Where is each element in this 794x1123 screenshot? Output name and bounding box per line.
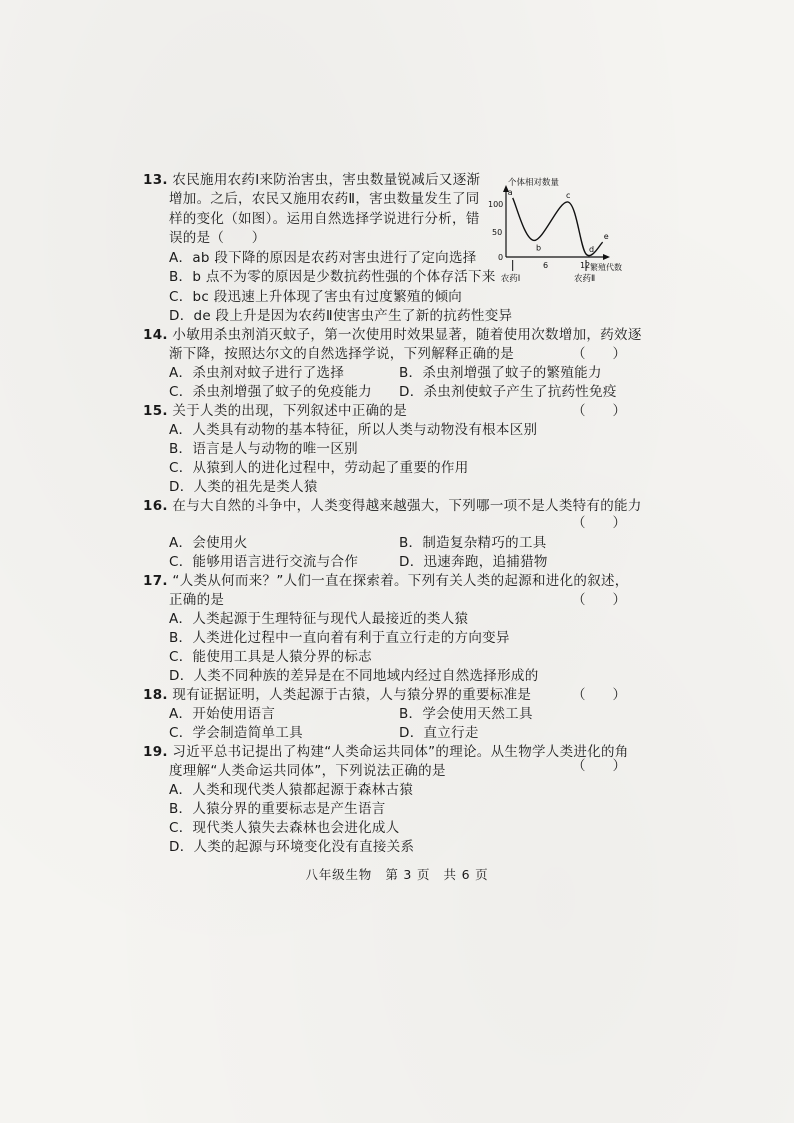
chart-marker-label-2: 农药Ⅱ — [574, 274, 596, 284]
chart-ylabel: 个体相对数量 — [508, 178, 560, 188]
chart-ytick-100: 100 — [488, 200, 504, 209]
q14-option-b: B．杀虫剂增强了蚊子的繁殖能力 — [399, 365, 602, 381]
chart-origin-label: 0 — [498, 253, 504, 262]
q13-stem-line-4: 误的是（ ） — [169, 230, 266, 246]
q15-option-c: C．从猿到人的进化过程中，劳动起了重要的作用 — [169, 460, 469, 476]
pest-population-chart — [486, 173, 626, 285]
q15-option-a: A．人类具有动物的基本特征，所以人类与动物没有根本区别 — [169, 422, 538, 438]
q16-option-a: A．会使用火 — [169, 535, 248, 551]
q19-stem-line-1: 19. 习近平总书记提出了构建“人类命运共同体”的理论。从生物学人类进化的角 — [143, 744, 629, 760]
chart-xtick-6: 6 — [543, 261, 549, 270]
q15-option-d: D．人类的祖先是类人猿 — [169, 479, 318, 495]
q13-option-c: C．bc 段迅速上升体现了害虫有过度繁殖的倾向 — [169, 289, 463, 305]
chart-point-a: a — [507, 187, 513, 197]
chart-x-arrow — [603, 254, 610, 260]
q17-number: 17. — [143, 573, 168, 589]
q19-answer-paren[interactable]: （ ） — [572, 758, 626, 774]
q18-option-b: B．学会使用天然工具 — [399, 706, 533, 722]
q17-stem-line-1: 17. “人类从何而来？”人们一直在探索着。下列有关人类的起源和进化的叙述， — [143, 573, 629, 589]
q15-number: 15. — [143, 403, 168, 419]
q18-option-a: A．开始使用语言 — [169, 706, 276, 722]
chart-point-e: e — [603, 232, 609, 242]
q13-option-a: A．ab 段下降的原因是农药对害虫进行了定向选择 — [169, 250, 477, 266]
q18-answer-paren[interactable]: （ ） — [572, 687, 626, 703]
q19-option-d: D．人类的起源与环境变化没有直接关系 — [169, 839, 415, 855]
q14-option-c: C．杀虫剂增强了蚊子的免疫能力 — [169, 384, 372, 400]
q14-number: 14. — [143, 327, 168, 343]
q15-answer-paren[interactable]: （ ） — [572, 403, 626, 419]
q19-stem-line-2: 度理解“人类命运共同体”，下列说法正确的是 — [169, 763, 446, 779]
q19-number: 19. — [143, 744, 168, 760]
page-footer: 八年级生物 第 3 页 共 6 页 — [305, 867, 489, 882]
q14-option-a: A．杀虫剂对蚊子进行了选择 — [169, 365, 345, 381]
q19-option-a: A．人类和现代类人猿都起源于森林古猿 — [169, 782, 414, 798]
q17-answer-paren[interactable]: （ ） — [572, 592, 626, 608]
q13-stem-line-3: 样的变化（如图）。运用自然选择学说进行分析，错 — [169, 211, 480, 227]
q14-stem-line-1: 14. 小敏用杀虫剂消灭蚊子，第一次使用时效果显著，随着使用次数增加，药效逐 — [143, 327, 642, 343]
q19-option-b: B．人猿分界的重要标志是产生语言 — [169, 801, 386, 817]
q16-answer-paren[interactable]: （ ） — [572, 515, 626, 531]
q16-stem-line-1: 16. 在与大自然的斗争中，人类变得越来越强大，下列哪一项不是人类特有的能力 — [143, 498, 642, 514]
q14-answer-paren[interactable]: （ ） — [572, 346, 626, 362]
q17-option-d: D．人类不同种族的差异是在不同地域内经过自然选择形成的 — [169, 668, 539, 684]
chart-point-b: b — [536, 243, 542, 253]
q16-option-b: B．制造复杂精巧的工具 — [399, 535, 547, 551]
chart-xlabel: 繁殖代数 — [590, 263, 622, 272]
q17-stem-line-2: 正确的是 — [169, 592, 225, 608]
q13-stem-line-1: 13. 农民施用农药Ⅰ来防治害虫，害虫数量锐减后又逐渐 — [143, 172, 481, 188]
q13-stem-line-2: 增加。之后，农民又施用农药Ⅱ，害虫数量发生了同 — [169, 191, 480, 207]
q18-option-d: D．直立行走 — [399, 725, 479, 741]
q13-number: 13. — [143, 172, 168, 188]
q14-option-d: D．杀虫剂使蚊子产生了抗药性免疫 — [399, 384, 617, 400]
q13-option-d: D．de 段上升是因为农药Ⅱ使害虫产生了新的抗药性变异 — [169, 308, 513, 324]
chart-ytick-50: 50 — [492, 228, 503, 237]
chart-point-d: d — [589, 245, 595, 254]
q17-option-c: C．能使用工具是人猿分界的标志 — [169, 649, 372, 665]
q15-option-b: B．语言是人与动物的唯一区别 — [169, 441, 358, 457]
q18-option-c: C．学会制造简单工具 — [169, 725, 303, 741]
q16-option-c: C．能够用语言进行交流与合作 — [169, 554, 359, 570]
chart-marker-label-1: 农药Ⅰ — [500, 274, 521, 284]
q15-stem-line-1: 15. 关于人类的出现，下列叙述中正确的是 — [143, 403, 408, 419]
q19-option-c: C．现代类人猿失去森林也会进化成人 — [169, 820, 400, 836]
q16-option-d: D．迅速奔跑，追捕猎物 — [399, 554, 548, 570]
q13-option-b: B．b 点不为零的原因是少数抗药性强的个体存活下来 — [169, 269, 496, 285]
chart-xtick-12: 12 — [580, 261, 591, 270]
q18-number: 18. — [143, 687, 168, 703]
q17-option-a: A．人类起源于生理特征与现代人最接近的类人猿 — [169, 611, 469, 627]
q14-stem-line-2: 渐下降，按照达尔文的自然选择学说，下列解释正确的是 — [169, 346, 514, 362]
q17-option-b: B．人类进化过程中一直向着有利于直立行走的方向变异 — [169, 630, 510, 646]
chart-point-c: c — [566, 191, 571, 200]
q18-stem-line-1: 18. 现有证据证明，人类起源于古猿，人与猿分界的重要标准是 — [143, 687, 532, 703]
q16-number: 16. — [143, 498, 168, 514]
